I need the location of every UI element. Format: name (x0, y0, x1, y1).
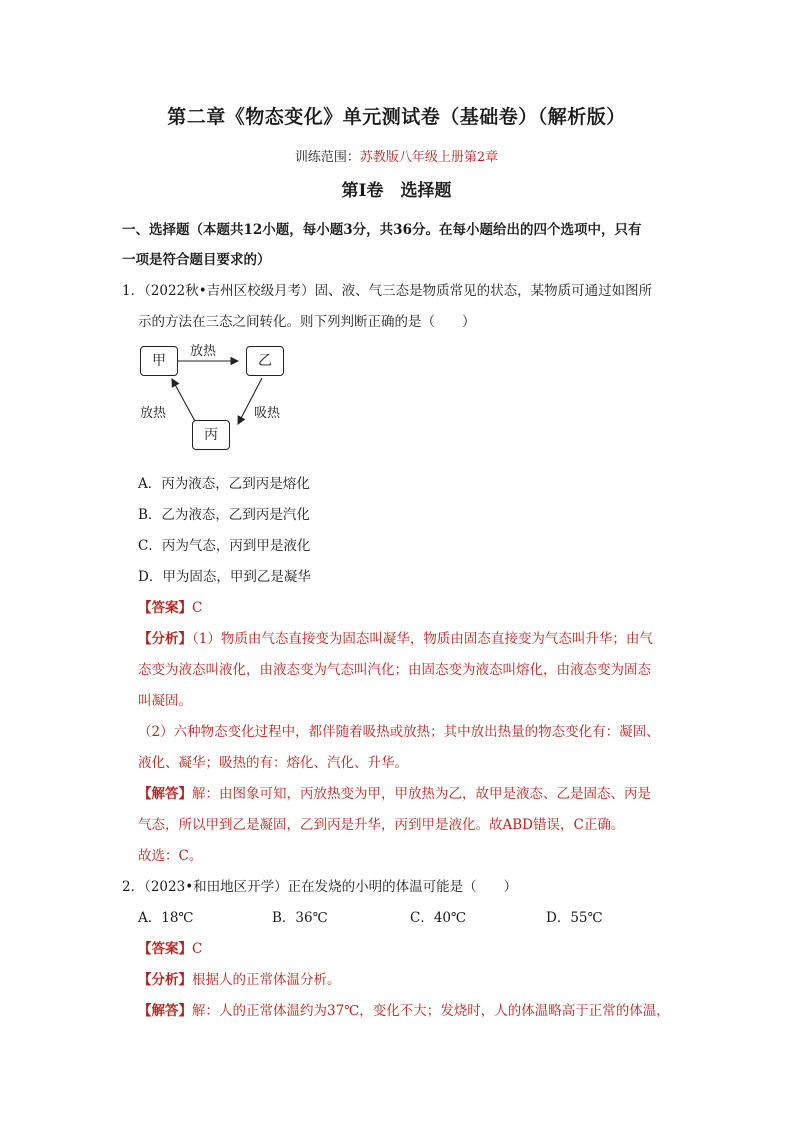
q1-option-c: C．丙为气态，丙到甲是液化 (138, 538, 311, 554)
analysis-text: （1）物质由气态直接变为固态叫凝华，物质由固态直接变为气态叫升华；由气 (192, 631, 653, 647)
q1-analysis-line-1 (138, 627, 653, 647)
q1-analysis-line-5: 液化、凝华；吸热的有：熔化、汽化、升华。 (138, 755, 408, 771)
answer-tag: 【答案】 (138, 600, 192, 616)
q1-option-b: B．乙为液态，乙到丙是汽化 (138, 507, 310, 523)
solution-text-a: 解：人的正常体温约为 (192, 1003, 327, 1019)
edge-label-a-to-b: 放热 (190, 344, 217, 359)
q1-answer (138, 596, 202, 616)
q1-solution-line-1 (138, 782, 651, 802)
q2-solution (138, 999, 670, 1019)
scope-prefix: 训练范围： (294, 150, 360, 165)
q2-answer (138, 937, 202, 957)
arrow-c-to-a (172, 379, 196, 423)
scope-value: 苏教版八年级上册第2章 (359, 150, 499, 165)
node-bing: 丙 (192, 420, 230, 450)
q2-option-b: B．36℃ (272, 910, 328, 926)
state-change-diagram (134, 336, 304, 456)
edge-label-b-to-c: 吸热 (254, 406, 281, 421)
instructions-line-1: 一、选择题（本题共12小题，每小题3分，共36分。在每小题给出的四个选项中，只有 (122, 222, 642, 238)
node-yi: 乙 (246, 346, 284, 376)
q2-option-a: A．18℃ (138, 910, 194, 926)
answer-tag: 【答案】 (138, 941, 192, 957)
page-title: 第二章《物态变化》单元测试卷（基础卷）（解析版） (167, 106, 626, 128)
solution-tag: 【解答】 (138, 786, 192, 802)
instructions-line-2: 一项是符合题目要求的） (122, 252, 271, 268)
q1-stem-line-1: 1．（2022秋•吉州区校级月考）固、液、气三态是物质常见的状态，某物质可通过如图所 (122, 283, 653, 299)
answer-value: C (192, 600, 203, 616)
q1-solution-line-3: 故选：C。 (138, 848, 203, 864)
analysis-text: 根据人的正常体温分析。 (192, 972, 341, 988)
training-scope (0, 146, 793, 165)
q1-analysis-line-2: 态变为液态叫液化，由液态变为气态叫汽化；由固态变为液态叫熔化，由液态变为固态 (138, 662, 651, 678)
q1-option-d: D．甲为固态，甲到乙是凝华 (138, 569, 311, 585)
q2-stem: 2．（2023•和田地区开学）正在发烧的小明的体温可能是（ ） (122, 879, 518, 895)
q1-analysis-line-3: 叫凝固。 (138, 693, 192, 709)
analysis-tag: 【分析】 (138, 631, 192, 647)
q2-option-d: D．55℃ (546, 910, 603, 926)
solution-temp: 37℃ (327, 1003, 360, 1019)
q1-solution-line-2: 气态，所以甲到乙是凝固，乙到丙是升华，丙到甲是液化。故ABD错误，C正确。 (138, 817, 625, 833)
q1-option-a: A．丙为液态，乙到丙是熔化 (138, 476, 310, 492)
analysis-tag: 【分析】 (138, 972, 192, 988)
answer-value: C (192, 941, 203, 957)
section-title: 第Ⅰ卷 选择题 (341, 181, 452, 201)
q2-analysis (138, 968, 341, 988)
q1-analysis-line-4: （2）六种物态变化过程中，都伴随着吸热或放热；其中放出热量的物态变化有：凝固、 (138, 724, 660, 740)
q2-option-c: C．40℃ (410, 910, 467, 926)
solution-tag: 【解答】 (138, 1003, 192, 1019)
solution-text-b: ，变化不大；发烧时，人的体温略高于正常的体温， (359, 1003, 670, 1019)
q1-stem-line-2: 示的方法在三态之间转化。则下列判断正确的是（ ） (138, 314, 476, 330)
node-jia: 甲 (140, 346, 178, 376)
solution-text: 解：由图象可知，丙放热变为甲，甲放热为乙，故甲是液态、乙是固态、丙是 (192, 786, 651, 802)
edge-label-c-to-a: 放热 (140, 406, 167, 421)
